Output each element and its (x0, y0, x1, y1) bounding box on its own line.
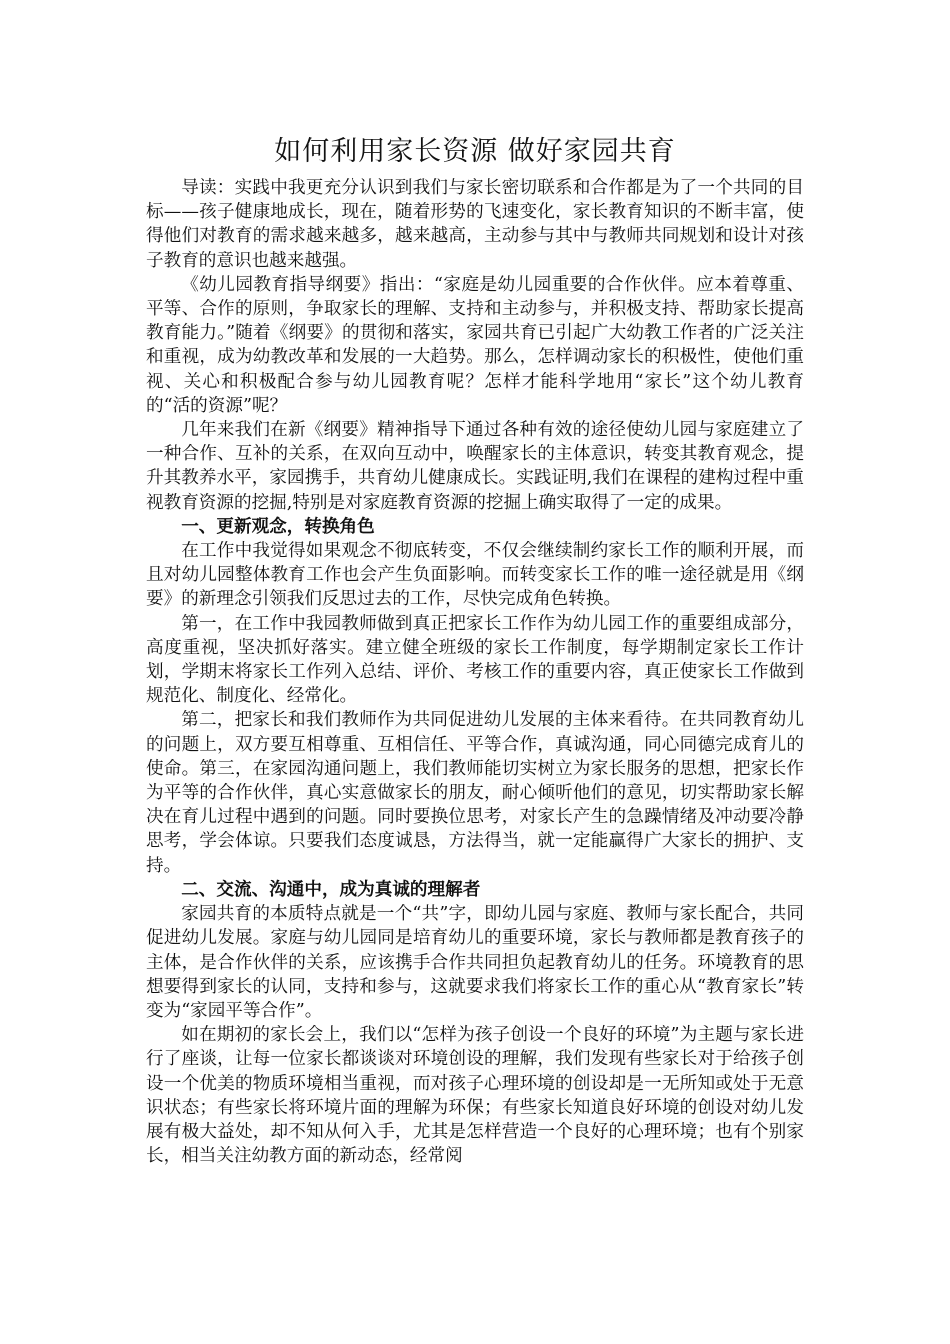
document-body (146, 176, 804, 1168)
paragraph-co-education: 家园共育的本质特点就是一个“共”字，即幼儿园与家庭、教师与家长配合，共同促进幼儿发展。家庭与幼儿园同是培育幼儿的重要环境，家长与教师都是教育孩子的主体，是合作伙伴的关系，应该携手合作共同担负起教育幼儿的任务。环境教育的思想要得到家长的认同，支持和参与，这就要求我们将家长工作的重心从“教育家长”转变为“家园平等合作”。 (146, 904, 804, 1021)
paragraph-practice: 几年来我们在新《纲要》精神指导下通过各种有效的途径使幼儿园与家庭建立了一种合作、互补的关系，在双向互动中，唤醒家长的主体意识，转变其教育观念，提升其教养水平，家园携手，共育幼儿健康成长。实践证明,我们在课程的建构过程中重视教育资源的挖掘,特别是对家庭教育资源的挖掘上确实取得了一定的成果。 (146, 420, 804, 513)
intro-paragraph: 导读：实践中我更充分认识到我们与家长密切联系和合作都是为了一个共同的目标——孩子健康地成长，现在，随着形势的飞速变化，家长教育知识的不断丰富，使得他们对教育的需求越来越多，越来越高，主动参与其中与教师共同规划和设计对孩子教育的意识也越来越强。 (146, 178, 804, 271)
document-title: 如何利用家长资源 做好家园共育 (274, 136, 676, 167)
paragraph-first-point: 第一，在工作中我园教师做到真正把家长工作作为幼儿园工作的重要组成部分，高度重视，坚决抓好落实。建立健全班级的家长工作制度，每学期制定家长工作计划，学期末将家长工作列入总结、评价、考核工作的重要内容，真正使家长工作做到规范化、制度化、经常化。 (146, 613, 804, 707)
paragraph-parent-meeting: 如在期初的家长会上，我们以“怎样为孩子创设一个良好的环境”为主题与家长进行了座谈，让每一位家长都谈谈对环境创设的理解，我们发现有些家长对于给孩子创设一个优美的物质环境相当重视，而对孩子心理环境的创设却是一无所知或处于无意识状态；有些家长将环境片面的理解为环保；有些家长知道良好环境的创设对幼儿发展有极大益处，却不知从何入手，尤其是怎样营造一个良好的心理环境；也有个别家长，相当关注幼教方面的新动态，经常阅 (146, 1025, 804, 1167)
paragraph-concept-change: 在工作中我觉得如果观念不彻底转变，不仅会继续制约家长工作的顺利开展，而且对幼儿园整体教育工作也会产生负面影响。而转变家长工作的唯一途径就是用《纲要》的新理念引领我们反思过去的工作，尽快完成角色转换。 (146, 541, 804, 610)
paragraph-second-third-point: 第二，把家长和我们教师作为共同促进幼儿发展的主体来看待。在共同教育幼儿的问题上，双方要互相尊重、互相信任、平等合作，真诚沟通，同心同德完成育儿的使命。第三，在家园沟通问题上，我们教师能切实树立为家长服务的思想，把家长作为平等的合作伙伴，真心实意做家长的朋友，耐心倾听他们的意见，切实帮助家长解决在育儿过程中遇到的问题。同时要换位思考，对家长产生的急躁情绪及冲动要冷静思考，学会体谅。只要我们态度诚恳，方法得当，就一定能赢得广大家长的拥护、支持。 (146, 710, 804, 876)
section-heading-1: 一、更新观念，转换角色 (181, 515, 375, 537)
paragraph-guideline-quote: 《幼儿园教育指导纲要》指出：“家庭是幼儿园重要的合作伙伴。应本着尊重、平等、合作的原则，争取家长的理解、支持和主动参与，并积极支持、帮助家长提高教育能力。”随着《纲要》的贯彻和落实，家园共育已引起广大幼教工作者的广泛关注和重视，成为幼教改革和发展的一大趋势。那么，怎样调动家长的积极性，使他们重视、关心和积极配合参与幼儿园教育呢？怎样才能科学地用“家长”这个幼儿教育的“活的资源”呢？ (146, 274, 804, 416)
section-heading-2: 二、交流、沟通中，成为真诚的理解者 (181, 878, 481, 900)
